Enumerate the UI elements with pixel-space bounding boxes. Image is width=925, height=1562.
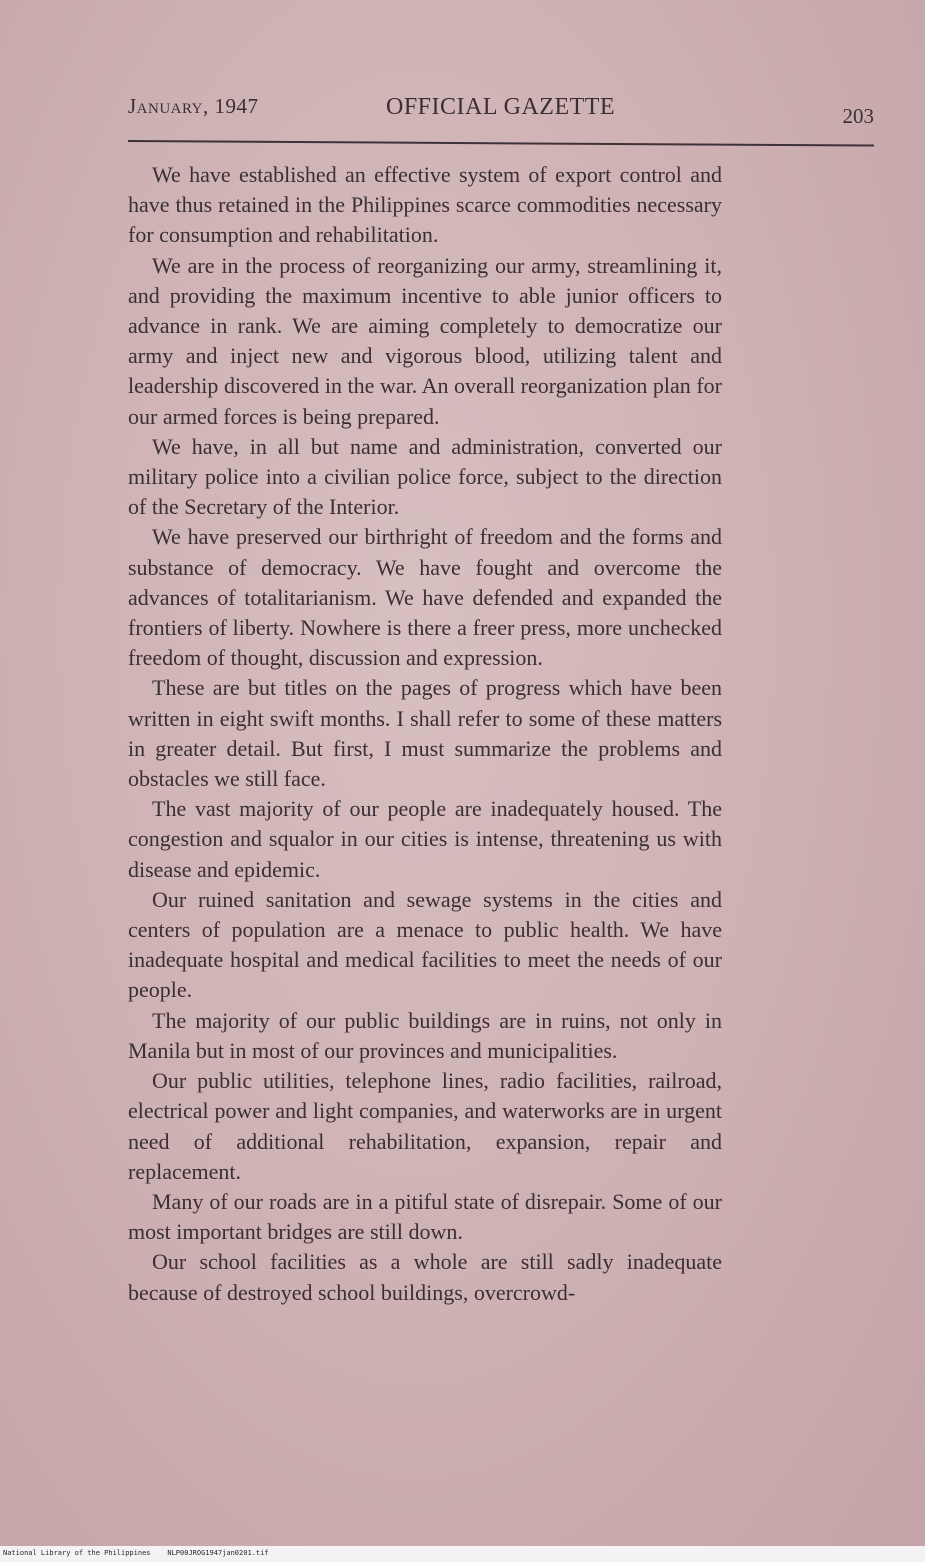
header-title: OFFICIAL GAZETTE — [386, 94, 616, 120]
header-date: January, 1947 — [128, 94, 259, 118]
paragraph: Many of our roads are in a pitiful state of disrepair. Some of our most important bridges are still down. — [128, 1188, 722, 1245]
page-number: 203 — [842, 104, 874, 128]
article-body — [128, 160, 722, 1308]
paragraph: These are but titles on the pages of progress which have been written in eight swift months. I shall refer to some of these matters in greater detail. But first, I must summarize the problems and obstacles we still face. — [128, 675, 722, 792]
paragraph: We have preserved our birthright of freedom and the forms and substance of democracy. We have fought and overcome the advances of totalitarianism. We have defended and expanded the frontiers of liberty. Nowhere is there a freer press, more unchecked freedom of thought, discussion and expression. — [128, 524, 722, 671]
footer-library: National Library of the Philippines — [3, 1549, 151, 1557]
paragraph: Our public utilities, telephone lines, radio facilities, railroad, electrical power and light companies, and waterworks are in urgent need of additional rehabilitation, expansion, repair and replacement. — [128, 1068, 722, 1184]
paragraph: Our ruined sanitation and sewage systems in the cities and centers of population are a menace to public health. We have inadequate hospital and medical facilities to meet the needs of our people. — [128, 886, 722, 1003]
paragraph: The vast majority of our people are inadequately housed. The congestion and squalor in our cities is intense, threatening us with disease and epidemic. — [128, 796, 722, 882]
paragraph: We have, in all but name and administration, converted our military police into a civilian police force, subject to the direction of the Secretary of the Interior. — [128, 433, 722, 520]
page-header — [128, 92, 878, 132]
paragraph: We are in the process of reorganizing our army, streamlining it, and providing the maximum incentive to able junior officers to advance in rank. We are aiming completely to democratize our army and inject new and vigorous blood, utilizing talent and leadership discovered in the war. An overall reorganization plan for our armed forces is being prepared. — [128, 252, 722, 429]
footer-file: NLP00JROG1947jan0201.tif — [167, 1549, 269, 1557]
header-rule — [128, 140, 874, 147]
paragraph: Our school facilities as a whole are still sadly inadequate because of destroyed school buildings, overcrowd- — [128, 1249, 722, 1305]
paragraph: We have established an effective system of export control and have thus retained in the Philippines scarce commodities necessary for consumption and rehabilitation. — [128, 162, 722, 248]
paragraph: The majority of our public buildings are in ruins, not only in Manila but in most of our provinces and municipalities. — [128, 1007, 722, 1063]
scan-footer — [3, 1549, 269, 1557]
